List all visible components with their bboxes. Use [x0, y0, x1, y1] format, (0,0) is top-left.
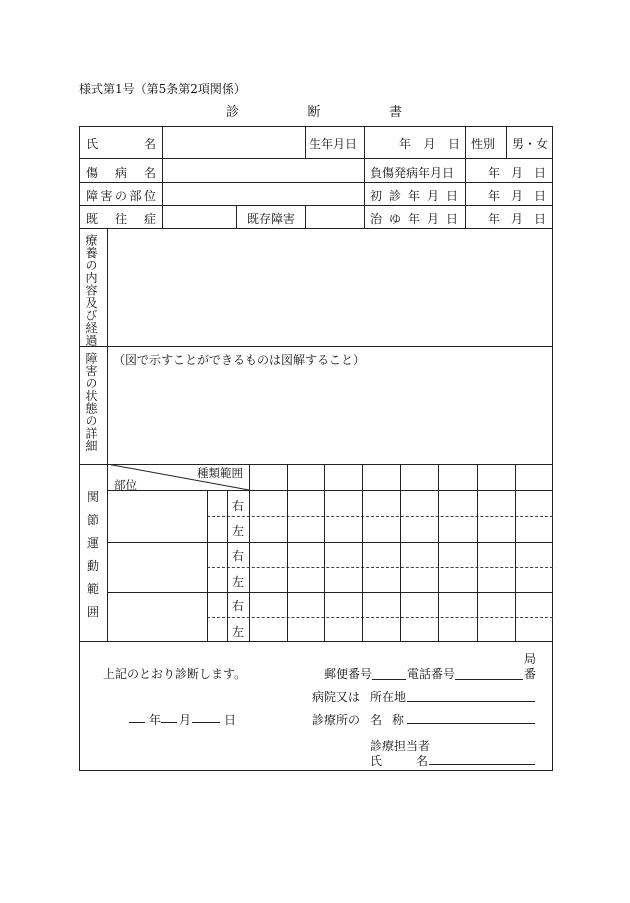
first-visit-label: 初 診 年 月 日 — [370, 189, 458, 203]
phone-field[interactable] — [455, 679, 523, 680]
bureau-label: 局 — [524, 652, 537, 666]
doctor-name-label: 氏 名 — [370, 754, 428, 768]
phone-label: 電話番号 — [407, 667, 456, 681]
disability-site-label: 障 害 の 部 位 — [86, 189, 156, 203]
cure-date-field[interactable]: 年 月 日 — [488, 212, 546, 226]
year-label: 年 — [149, 713, 162, 727]
sex-label: 性別 — [471, 137, 496, 151]
existing-disability-label: 既存障害 — [247, 212, 296, 226]
rom-left-label: 左 — [232, 625, 245, 639]
month-label: 月 — [179, 713, 192, 727]
disability-note: （図で示すことができるものは図解すること） — [113, 353, 366, 367]
day-field[interactable] — [192, 722, 220, 723]
address-label: 所在地 — [370, 690, 407, 704]
injury-date-label: 負傷発病年月日 — [370, 166, 455, 180]
address-field[interactable] — [407, 701, 535, 702]
cure-date-label: 治 ゆ 年 月 日 — [370, 212, 458, 226]
facility-name-label: 名 称 — [370, 713, 404, 727]
rom-label: 関 節 運 動 範 囲 — [86, 490, 99, 619]
treatment-field[interactable] — [108, 229, 552, 345]
number-suffix-label: 番 — [524, 667, 537, 681]
postal-code-field[interactable] — [372, 679, 406, 680]
facility-name-field[interactable] — [407, 723, 535, 724]
name-label: 氏 名 — [86, 137, 156, 151]
month-field[interactable] — [161, 722, 177, 723]
rom-left-label: 左 — [232, 575, 245, 589]
diagnosis-statement: 上記のとおり診断します。 — [103, 667, 247, 681]
rom-right-label: 右 — [232, 599, 245, 613]
rom-header-type-range: 種類範囲 — [197, 466, 243, 480]
rom-header-site: 部位 — [114, 478, 137, 492]
birth-date-field[interactable]: 年 月 日 — [399, 137, 460, 151]
medical-history-label: 既 往 症 — [86, 212, 156, 226]
hospital-label: 病院又は — [312, 690, 361, 704]
disability-detail-field[interactable] — [108, 368, 552, 463]
clinic-label: 診療所の — [312, 713, 361, 727]
document-title: 診 断 書 — [226, 105, 402, 120]
form-number: 様式第1号（第5条第2項関係） — [79, 82, 246, 96]
first-visit-field[interactable]: 年 月 日 — [488, 189, 546, 203]
disability-detail-label: 障害の状態の詳細 — [84, 352, 98, 452]
disease-label: 傷 病 名 — [86, 166, 156, 180]
rom-right-label: 右 — [232, 499, 245, 513]
doctor-label: 診療担当者 — [370, 739, 431, 753]
injury-date-field[interactable]: 年 月 日 — [488, 166, 546, 180]
doctor-name-field[interactable] — [429, 764, 535, 765]
rom-right-label: 右 — [232, 549, 245, 563]
treatment-label: 療養の内容及び経過 — [84, 234, 98, 347]
sex-field[interactable]: 男・女 — [512, 137, 549, 151]
day-label: 日 — [224, 713, 237, 727]
birth-date-label: 生年月日 — [309, 137, 358, 151]
rom-left-label: 左 — [232, 524, 245, 538]
year-field[interactable] — [129, 722, 145, 723]
postal-code-label: 郵便番号 — [324, 667, 373, 681]
